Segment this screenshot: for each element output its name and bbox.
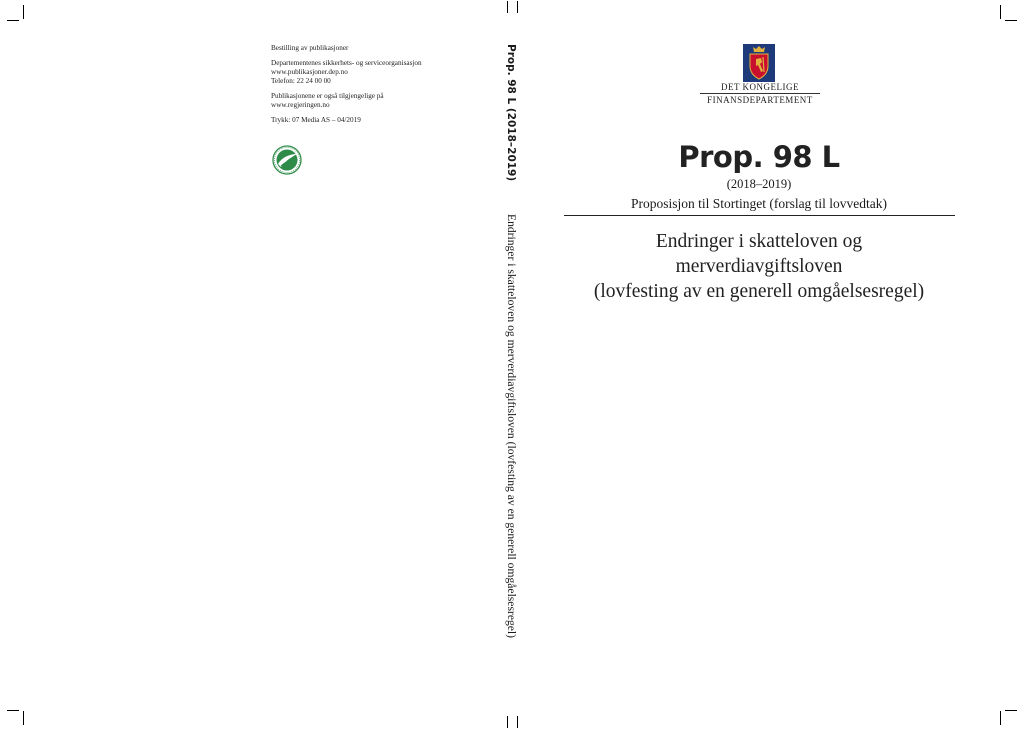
coat-of-arms-icon xyxy=(743,44,775,82)
ministry-wordmark xyxy=(690,82,830,105)
title-line-1: Endringer i skatteloven og xyxy=(655,231,863,252)
spine-short-title: Prop. 98 L (2018–2019) xyxy=(505,44,517,182)
phone-number: Telefon: 22 24 00 00 xyxy=(271,77,331,85)
proposition-type: Proposisjon til Stortinget (forslag til lovvedtak) xyxy=(630,196,888,211)
crop-mark xyxy=(1000,711,1001,725)
crop-mark xyxy=(517,1,518,13)
availability-note: Publikasjonene er også tilgjengelige på xyxy=(271,92,384,100)
publication-ordering-info xyxy=(271,44,491,131)
ordering-heading: Bestilling av publikasjoner xyxy=(271,44,349,52)
nordic-ecolabel-icon xyxy=(272,145,302,175)
crop-mark xyxy=(7,710,19,711)
crop-mark xyxy=(23,711,24,725)
gov-url: www.regjeringen.no xyxy=(271,101,330,109)
ministry-line-1: DET KONGELIGE xyxy=(720,82,800,92)
crop-mark xyxy=(7,20,19,21)
spine-long-title: Endringer i skatteloven og merverdiavgiftsloven (lovfesting av en generell omgåelsesregel) xyxy=(505,214,518,638)
crop-mark xyxy=(1000,5,1001,19)
document-title xyxy=(560,229,958,304)
crop-mark xyxy=(1005,20,1017,21)
crop-mark xyxy=(507,716,508,728)
session-years: (2018–2019) xyxy=(726,177,792,191)
title-line-2: merverdiavgiftsloven xyxy=(675,256,843,277)
crop-mark xyxy=(1005,710,1017,711)
title-line-3: (lovfesting av en generell omgåelsesregel) xyxy=(593,281,925,302)
ministry-line-2: FINANSDEPARTEMENT xyxy=(707,95,813,105)
ministry-divider xyxy=(700,93,820,94)
org-name: Departementenes sikkerhets- og serviceorganisasjon xyxy=(271,59,422,67)
print-info: Trykk: 07 Media AS – 04/2019 xyxy=(271,116,361,124)
crop-mark xyxy=(507,1,508,13)
org-url: www.publikasjoner.dep.no xyxy=(271,68,348,76)
proposition-number: Prop. 98 L xyxy=(678,140,840,174)
title-divider xyxy=(564,215,955,216)
crop-mark xyxy=(23,5,24,19)
crop-mark xyxy=(517,716,518,728)
